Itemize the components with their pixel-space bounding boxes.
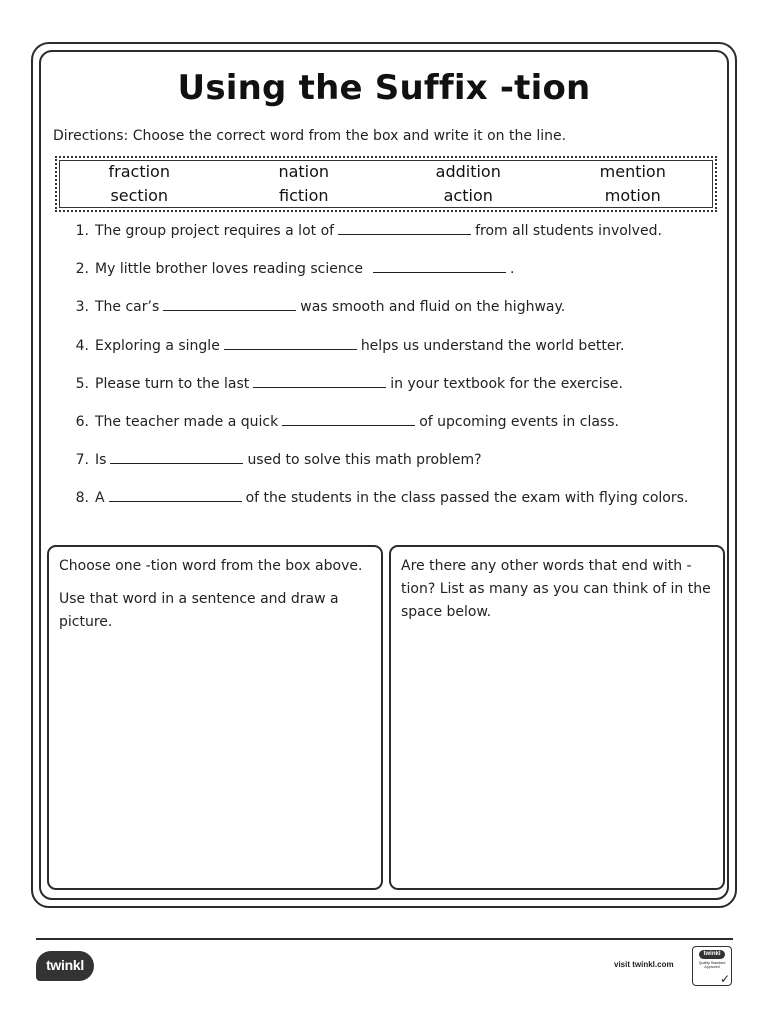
word-bank-item: fraction (108, 162, 170, 181)
word-bank-grid (57, 161, 715, 206)
question-text-after: of the students in the class passed the exam with flying colors. (245, 490, 689, 507)
question-text-after: in your textbook for the exercise. (390, 375, 623, 392)
badge-logo: twinkl (699, 950, 725, 959)
question-item (61, 298, 721, 336)
question-text-before: The teacher made a quick (95, 413, 279, 430)
answer-blank[interactable] (373, 260, 506, 273)
answer-blank[interactable] (338, 222, 471, 235)
question-number: 5. (75, 375, 89, 392)
answer-blank[interactable] (110, 451, 243, 464)
answer-blank[interactable] (253, 375, 386, 388)
question-text-after: from all students involved. (475, 223, 662, 239)
question-text-before: The group project requires a lot of (95, 223, 335, 239)
word-bank-item: motion (604, 186, 661, 205)
word-bank-item: fiction (278, 186, 329, 205)
question-item (61, 375, 721, 413)
panel-instruction: Are there any other words that end with -tion? List as many as you can think of in the space below. (401, 558, 711, 620)
question-item (61, 337, 721, 375)
badge-text: Quality Standard Approved (698, 961, 726, 970)
question-number: 7. (75, 452, 89, 469)
answer-blank[interactable] (282, 413, 415, 426)
question-text-before: The car’s (95, 299, 160, 316)
question-text-before: My little brother loves reading science (95, 261, 364, 278)
word-bank-item: mention (599, 162, 666, 181)
quality-badge-icon (692, 946, 732, 986)
question-text-before: A (95, 490, 105, 507)
word-bank-item: action (443, 186, 493, 205)
question-text-before: Is (95, 452, 107, 469)
twinkl-logo: twinkl (36, 951, 94, 981)
question-text-after: . (510, 261, 515, 278)
worksheet-inner-border (39, 50, 729, 900)
question-number: 4. (75, 337, 89, 354)
question-text-after: used to solve this math problem? (247, 452, 482, 469)
word-bank-box (55, 156, 717, 212)
question-item (61, 260, 721, 298)
question-list (61, 222, 721, 528)
question-item (61, 451, 721, 489)
worksheet-outer-border (31, 42, 737, 908)
word-list-panel[interactable] (389, 545, 725, 890)
directions-text: Directions: Choose the correct word from the box and write it on the line. (53, 128, 567, 144)
draw-sentence-panel[interactable] (47, 545, 383, 890)
question-number: 8. (75, 490, 89, 507)
answer-blank[interactable] (224, 337, 357, 350)
answer-blank[interactable] (109, 489, 242, 502)
question-number: 3. (75, 299, 89, 316)
answer-blank[interactable] (163, 298, 296, 311)
question-item (61, 413, 721, 451)
question-item (61, 222, 721, 260)
word-bank-item: section (110, 186, 169, 205)
word-bank-item: addition (435, 162, 501, 181)
question-text-after: of upcoming events in class. (419, 413, 619, 430)
question-number: 6. (75, 413, 89, 430)
panel-instruction: Use that word in a sentence and draw a picture. (59, 591, 339, 630)
word-bank-item: nation (278, 162, 330, 181)
page-title: Using the Suffix -tion (177, 68, 591, 108)
question-number: 2. (75, 261, 89, 278)
question-text-after: was smooth and fluid on the highway. (300, 299, 566, 316)
footer-divider (36, 938, 733, 940)
question-item (61, 489, 721, 527)
question-text-before: Exploring a single (95, 337, 220, 354)
question-text-before: Please turn to the last (95, 375, 250, 392)
checkmark-icon: ✓ (719, 972, 730, 986)
visit-site-link[interactable]: visit twinkl.com (614, 960, 674, 969)
panel-instruction: Choose one -tion word from the box above. (59, 558, 363, 574)
question-number: 1. (75, 223, 89, 239)
question-text-after: helps us understand the world better. (360, 337, 625, 354)
